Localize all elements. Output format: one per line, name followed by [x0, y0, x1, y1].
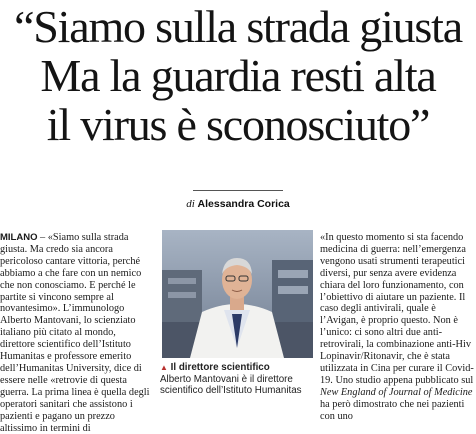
article-text-left: – «Siamo sulla strada giusta. Ma credo sia ancora pericoloso cantare vittoria, perché abbiamo a che fare con un nemico che non conosciamo. E perché le partite si vincono sempre al novantesimo». L’immunologo Alberto Mantovani, lo scienziato italiano più citato al mondo, direttore scientifico dell’Istituto Humanitas e professore emerito dell’Humanitas University, dice di essere nelle «retrovie di questa guerra. La prima linea è quella degli operatori sanitari che assistono i pazienti e pagano un prezzo altissimo in termini di [0, 232, 150, 434]
portrait-photo [162, 230, 313, 358]
triangle-marker-icon: ▲ [160, 363, 168, 372]
article-text-right-1: «In questo momento si sta facendo medicina di guerra: nell’emergenza vengono usati strumenti terapeutici diversi, pur senza avere evidenza chiara del loro funzionamento, con l’obiettivo di aiutare un paziente. Il caso degli antivirali, quale è l’Avigan, è proprio questo. Non è l’unico: ci sono altri due anti-retrovirali, la combinazione anti-Hiv Lopinavir/Ritonavir, che è stata utilizzata in Cina per curare il Covid-19. Uno studio appena pubblicato sul [320, 232, 474, 386]
article-column-right [320, 232, 476, 422]
portrait-illustration [162, 230, 313, 358]
byline-prefix: di [186, 198, 195, 210]
byline-author: Alessandra Corica [197, 198, 290, 210]
headline-line-2: Ma la guardia resti alta [40, 50, 436, 101]
article-paragraph [320, 232, 476, 423]
article-paragraph [0, 232, 153, 434]
article-text-right-2: ha però dimostrato che nei pazienti con uno [320, 398, 465, 422]
headline-line-1: “Siamo sulla strada giusta [14, 1, 462, 52]
photo-caption [160, 362, 320, 397]
byline [0, 198, 476, 210]
byline-divider [193, 190, 283, 191]
headline-line-3: il virus è sconosciuto” [46, 99, 430, 150]
article-column-left [0, 232, 153, 434]
headline [0, 2, 476, 149]
caption-title-row [160, 362, 320, 374]
dateline-city: MILANO [0, 232, 38, 243]
caption-text: Alberto Mantovani è il direttore scientifico dell’Istituto Humanitas [160, 373, 302, 396]
journal-name: New England of Journal of Medicine [320, 386, 473, 398]
caption-title: Il direttore scientifico [170, 362, 270, 373]
